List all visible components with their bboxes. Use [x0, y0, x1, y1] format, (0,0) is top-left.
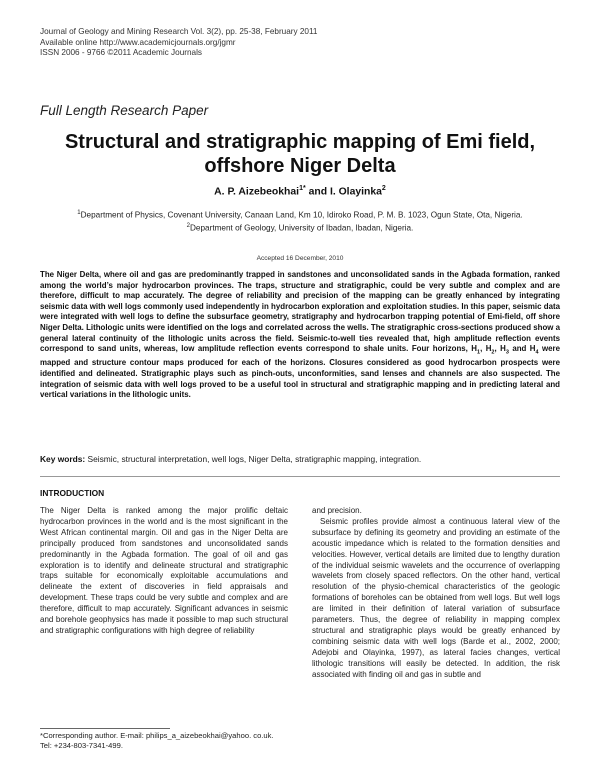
journal-issn: ISSN 2006 - 9766 ©2011 Academic Journals [40, 48, 202, 58]
abstract-sep-1: , H [480, 344, 492, 354]
author-1: A. P. Aizebeokhai [214, 186, 300, 198]
paper-title [30, 130, 570, 178]
journal-availability: Available online http://www.academicjournals.org/jgmr [40, 37, 236, 47]
keywords [40, 454, 560, 464]
paper-type: Full Length Research Paper [40, 103, 209, 118]
author-list [0, 185, 600, 197]
author-1-mark: 1* [299, 185, 306, 192]
section-divider [40, 476, 560, 477]
author-2-mark: 2 [381, 185, 386, 192]
abstract-sep-3: and H [508, 344, 536, 354]
affiliation-2-text: Department of Geology, University of Ibadan, Ibadan, Nigeria. [190, 223, 414, 233]
affiliation-1 [40, 208, 560, 221]
journal-header [40, 27, 317, 59]
keywords-label: Key words: [40, 454, 86, 464]
abstract-part-1: The Niger Delta, where oil and gas are predominantly trapped in sandstones and unconsolidated sands in the Agbada formation, ranked among the world’s major hydrocarbon provinces. The traps, structure and stratigraphic, could be very subtle and complex and are therefore, difficult to map accurately. The degree of reliability and precision of the mapping can be greatly enhanced by integrating seismic data with well logs commonly used independently in hydrocarbon exploration and exploitation studies. In this paper, seismic data were integrated with well logs to define the subsurface geometry, stratigraphy and hydrocarbon trapping potential of Emi-field, off shore Niger Delta. Lithologic units were identified on the logs and correlated across the wells. The stratigraphic cross-sections produced show a general lateral continuity of the lithologic units across the field. Seismic-to-well ties revealed that, high amplitude reflection events correspond to sand units, whereas, low amplitude reflection events correspond to shale units. Four horizons, H [40, 270, 560, 354]
intro-paragraph-1-end: and precision. [312, 506, 362, 515]
horizon-1-sub: 1 [477, 349, 481, 356]
affiliation-1-mark: 1 [77, 210, 81, 216]
left-column [40, 506, 288, 637]
horizon-2-sub: 2 [491, 349, 495, 356]
accepted-date: Accepted 16 December, 2010 [256, 255, 344, 262]
horizon-4-sub: 4 [535, 349, 539, 356]
affiliations [40, 208, 560, 233]
right-column [312, 506, 560, 681]
author-2: I. Olayinka [329, 186, 382, 198]
affiliation-2 [40, 221, 560, 234]
title-line-2: offshore Niger Delta [204, 155, 396, 177]
abstract [40, 270, 560, 401]
title-line-1: Structural and stratigraphic mapping of Emi field, [64, 131, 536, 153]
intro-paragraph-2: Seismic profiles provide almost a continuous lateral view of the subsurface by defining its geometry and providing an estimate of the acoustic impedance which is related to the formation densities and velocities. However, vertical details are limited due to lengthy duration of the individual seismic wavelets and the occurrence of overlapping wavelets from closely spaced reflectors. On the other hand, vertical resolution of the physio-chemical characteristics of the geologic formations of boreholes can be obtained from well logs. But well logs are limited in their definition of lateral variation of subsurface parameters. Thus, the degree of reliability in mapping complex structural and stratigraphic plays would be greatly enhanced by combining seismic data with well logs (Barde et al., 2002, 2000; Adejobi and Olayinka, 1997), as lateral facies changes, vertical lithologic transitions will easily be detected. In addition, the risk associated with finding oil and gas in subtle and [312, 516, 560, 679]
keywords-text: Seismic, structural interpretation, well logs, Niger Delta, stratigraphic mapping, integration. [85, 454, 422, 464]
abstract-sep-2: , H [494, 344, 506, 354]
section-heading-introduction: INTRODUCTION [40, 488, 105, 498]
affiliation-2-mark: 2 [186, 222, 191, 229]
intro-paragraph-1: The Niger Delta is ranked among the major prolific deltaic hydrocarbon provinces in the world and is the most significant in the West African continental margin. Oil and gas in the Niger Delta are principally produced from sandstones and unconsolidated sands predominantly in the Agbada formation. The goal of oil and gas exploration is to identify and delineate structural and stratigraphic traps suitable for economically exploitable accumulations and delineate the extent of discoveries in field appraisals and development. These traps could be very subtle and complex and are therefore, difficult to map accurately. Significant advances in seismic and borehole geophysics has made it possible to map such structural and stratigraphic configurations with high degree of reliability [40, 506, 288, 635]
journal-citation: Journal of Geology and Mining Research Vol. 3(2), pp. 25-38, February 2011 [40, 27, 318, 36]
footnote-divider [40, 728, 170, 729]
corresponding-author-footnote: *Corresponding author. E-mail: philips_a_aizebeokhai@yahoo. co.uk. Tel: +234-803-7341-499. [40, 731, 274, 751]
affiliation-1-text: Department of Physics, Covenant University, Canaan Land, Km 10, Idiroko Road, P. M. B. 1023, Ogun State, Ota, Nigeria. [80, 210, 523, 220]
abstract-part-2: were mapped and structure contour maps produced for each of the horizons. Closures considered as good hydrocarbon prospects were identified and delineated. Stratigraphic plays such as pinch-outs, unconformities, sand lenses and channels are also suspected. The integration of seismic data with well logs proved to be a useful tool in structural and stratigraphic mapping and in predicting lateral and vertical variations in the lithologic units. [40, 344, 560, 400]
horizon-3-sub: 3 [505, 349, 509, 356]
author-conjunction: and [305, 186, 330, 198]
